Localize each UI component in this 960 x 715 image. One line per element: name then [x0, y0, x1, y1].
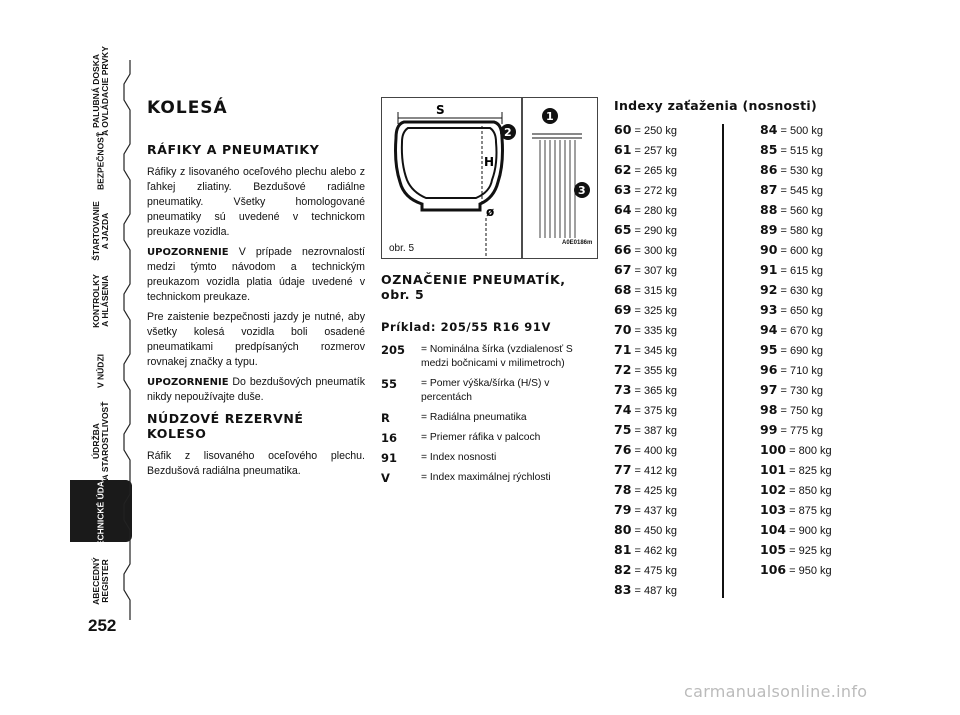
tire-code-row [381, 343, 599, 371]
load-index-number: 76 [614, 442, 632, 457]
warning-paragraph [147, 245, 365, 305]
load-index-value: = 750 kg [780, 405, 823, 417]
load-index-row [760, 340, 832, 360]
load-index-row [614, 380, 677, 400]
load-index-value: = 925 kg [789, 545, 832, 557]
load-index-row [760, 280, 832, 300]
load-index-value: = 690 kg [780, 345, 823, 357]
label-h: H [484, 155, 495, 169]
load-index-number: 92 [760, 282, 778, 297]
section-heading-spare-wheel: NÚDZOVÉ REZERVNÉ KOLESO [147, 411, 304, 441]
load-index-row [760, 260, 832, 280]
figure-caption: obr. 5 [389, 243, 415, 254]
load-index-value: = 825 kg [789, 465, 832, 477]
load-index-value: = 950 kg [789, 565, 832, 577]
load-index-row [614, 220, 677, 240]
load-index-number: 102 [760, 482, 787, 497]
load-index-number: 67 [614, 262, 632, 277]
load-index-number: 99 [760, 422, 778, 437]
load-index-number: 71 [614, 342, 632, 357]
tire-cross-section-drawing [382, 98, 597, 258]
load-index-value: = 412 kg [634, 465, 677, 477]
load-index-row [614, 300, 677, 320]
load-index-value: = 487 kg [634, 585, 677, 597]
load-index-row [760, 140, 832, 160]
load-index-number: 62 [614, 162, 632, 177]
load-index-row [760, 540, 832, 560]
load-index-row [614, 460, 677, 480]
load-index-number: 106 [760, 562, 787, 577]
load-index-row [614, 400, 677, 420]
load-index-value: = 355 kg [634, 365, 677, 377]
load-index-number: 81 [614, 542, 632, 557]
tab-label: BEZPEČNOSŤ [95, 131, 106, 191]
load-index-row [760, 160, 832, 180]
load-index-row [760, 480, 832, 500]
load-index-value: = 450 kg [634, 525, 677, 537]
paragraph: Pre zaistenie bezpečnosti jazdy je nutné, aby všetky kolesá vozidla boli osadené pneumatikami predpísaných rozmerov rovnakej značky a typu. [147, 311, 365, 368]
tire-code-value: = Index maximálnej rýchlosti [421, 472, 551, 483]
load-index-row [614, 560, 677, 580]
load-index-number: 94 [760, 322, 778, 337]
load-index-value: = 850 kg [789, 485, 832, 497]
paragraph: Ráfik z lisovaného oceľového plechu. Bezdušová radiálna pneumatika. [147, 450, 365, 477]
load-index-row [614, 280, 677, 300]
load-index-number: 85 [760, 142, 778, 157]
load-index-value: = 265 kg [634, 165, 677, 177]
load-index-row [614, 160, 677, 180]
tire-code-value: = Radiálna pneumatika [421, 412, 527, 423]
load-index-value: = 300 kg [634, 245, 677, 257]
tire-code-row [381, 471, 599, 485]
load-index-value: = 257 kg [634, 145, 677, 157]
load-index-row [760, 420, 832, 440]
warning-text: Do bezdušových pneumatík nikdy nepoužívajte duše. [147, 376, 365, 403]
load-index-number: 89 [760, 222, 778, 237]
tire-code-key: 205 [381, 343, 406, 357]
load-index-row [760, 500, 832, 520]
load-index-value: = 560 kg [780, 205, 823, 217]
load-index-number: 79 [614, 502, 632, 517]
tire-code-key: 16 [381, 431, 398, 445]
load-index-row [614, 120, 677, 140]
load-index-value: = 710 kg [780, 365, 823, 377]
load-index-value: = 600 kg [780, 245, 823, 257]
sidebar-divider-line [118, 60, 138, 625]
tire-code-value: = Priemer ráfika v palcoch [421, 432, 541, 443]
load-index-row [614, 360, 677, 380]
load-index-number: 72 [614, 362, 632, 377]
load-index-value: = 775 kg [780, 425, 823, 437]
load-index-row [614, 540, 677, 560]
load-index-value: = 250 kg [634, 125, 677, 137]
load-index-number: 82 [614, 562, 632, 577]
label-diameter: ø [486, 205, 495, 219]
load-index-number: 103 [760, 502, 787, 517]
load-index-number: 70 [614, 322, 632, 337]
load-index-row [760, 400, 832, 420]
load-index-value: = 425 kg [634, 485, 677, 497]
tire-code-list [381, 343, 599, 485]
load-index-number: 73 [614, 382, 632, 397]
load-index-row [614, 340, 677, 360]
example-code: Príklad: 205/55 R16 91V [381, 320, 552, 334]
load-index-row [614, 200, 677, 220]
load-index-number: 91 [760, 262, 778, 277]
load-index-row [760, 380, 832, 400]
load-index-list-right [760, 120, 832, 580]
load-index-value: = 365 kg [634, 385, 677, 397]
load-index-value: = 500 kg [780, 125, 823, 137]
load-index-row [760, 180, 832, 200]
tire-code-key: 91 [381, 451, 398, 465]
load-index-row [614, 260, 677, 280]
load-index-value: = 290 kg [634, 225, 677, 237]
load-index-value: = 475 kg [634, 565, 677, 577]
figure-code: A0E0186m [562, 240, 593, 246]
tire-code-value: = Nominálna šírka (vzdialenosť S medzi bočnicami v milimetroch) [421, 344, 573, 369]
load-index-row [760, 460, 832, 480]
load-index-row [760, 320, 832, 340]
load-index-value: = 462 kg [634, 545, 677, 557]
tab-label: ABECEDNÝ REGISTER [91, 557, 110, 605]
load-index-number: 74 [614, 402, 632, 417]
load-index-value: = 345 kg [634, 345, 677, 357]
load-index-number: 83 [614, 582, 632, 597]
tab-label: KONTROLKY A HLÁSENIA [91, 274, 110, 328]
load-index-number: 80 [614, 522, 632, 537]
tab-label: PALUBNÁ DOSKA A OVLÁDACIE PRVKY [91, 46, 110, 136]
load-index-number: 88 [760, 202, 778, 217]
load-index-value: = 545 kg [780, 185, 823, 197]
load-index-row [760, 560, 832, 580]
column-tire-marking [381, 272, 599, 491]
load-index-value: = 800 kg [789, 445, 832, 457]
load-index-number: 90 [760, 242, 778, 257]
tire-code-key: V [381, 471, 390, 485]
warning-text: V prípade nezrovnalostí medzi týmto návodom a technickým preukazom vozidla platia údaje uvedené v technickom preukaze. [147, 246, 365, 303]
load-index-number: 84 [760, 122, 778, 137]
load-index-number: 66 [614, 242, 632, 257]
load-index-number: 64 [614, 202, 632, 217]
load-index-number: 77 [614, 462, 632, 477]
load-index-row [760, 440, 832, 460]
load-index-value: = 670 kg [780, 325, 823, 337]
load-index-row [614, 240, 677, 260]
load-index-value: = 375 kg [634, 405, 677, 417]
tire-code-value: = Pomer výška/šírka (H/S) v percentách [421, 378, 550, 403]
load-index-row [614, 440, 677, 460]
tab-label: ÚDRŽBA A STAROSTLIVOSŤ [91, 401, 110, 481]
load-index-row [614, 420, 677, 440]
load-index-row [760, 360, 832, 380]
load-index-value: = 630 kg [780, 285, 823, 297]
callout-2: 2 [504, 126, 512, 139]
load-index-number: 68 [614, 282, 632, 297]
load-index-value: = 875 kg [789, 505, 832, 517]
warning-label: UPOZORNENIE [147, 247, 229, 258]
load-index-number: 105 [760, 542, 787, 557]
load-index-number: 60 [614, 122, 632, 137]
load-index-value: = 315 kg [634, 285, 677, 297]
load-index-number: 95 [760, 342, 778, 357]
load-index-row [614, 500, 677, 520]
tire-diagram [381, 97, 598, 259]
load-index-row [614, 180, 677, 200]
load-index-number: 104 [760, 522, 787, 537]
section-heading-tire-marking: OZNAČENIE PNEUMATÍK, obr. 5 [381, 272, 566, 302]
load-index-number: 98 [760, 402, 778, 417]
load-index-row [614, 580, 677, 600]
load-index-value: = 530 kg [780, 165, 823, 177]
load-index-row [614, 140, 677, 160]
load-index-number: 78 [614, 482, 632, 497]
load-index-number: 65 [614, 222, 632, 237]
load-index-value: = 272 kg [634, 185, 677, 197]
warning-paragraph [147, 375, 365, 405]
load-index-number: 93 [760, 302, 778, 317]
callout-3: 3 [578, 184, 586, 197]
load-index-value: = 437 kg [634, 505, 677, 517]
load-index-row [760, 240, 832, 260]
load-index-row [614, 520, 677, 540]
load-index-list-left [614, 120, 677, 600]
load-index-number: 97 [760, 382, 778, 397]
tire-code-key: R [381, 411, 390, 425]
load-index-row [760, 520, 832, 540]
load-index-value: = 325 kg [634, 305, 677, 317]
load-index-number: 75 [614, 422, 632, 437]
load-index-row [760, 220, 832, 240]
tire-code-row [381, 411, 599, 425]
load-index-value: = 387 kg [634, 425, 677, 437]
load-index-value: = 900 kg [789, 525, 832, 537]
load-index-value: = 580 kg [780, 225, 823, 237]
tab-label: V NÚDZI [95, 354, 106, 388]
load-index-value: = 730 kg [780, 385, 823, 397]
section-heading-rims: RÁFIKY A PNEUMATIKY [147, 142, 320, 157]
callout-1: 1 [546, 110, 554, 123]
load-index-row [760, 200, 832, 220]
load-index-number: 61 [614, 142, 632, 157]
warning-label: UPOZORNENIE [147, 377, 229, 388]
tire-code-row [381, 377, 599, 405]
load-index-title: Indexy zaťaženia (nosnosti) [614, 98, 818, 113]
load-index-value: = 515 kg [780, 145, 823, 157]
load-index-number: 100 [760, 442, 787, 457]
tire-code-row [381, 431, 599, 445]
load-index-value: = 307 kg [634, 265, 677, 277]
load-index-row [760, 120, 832, 140]
page-title: KOLESÁ [147, 98, 228, 118]
load-index-number: 86 [760, 162, 778, 177]
tab-label: TECHNICKÉ ÚDAJE [95, 470, 106, 552]
load-index-number: 63 [614, 182, 632, 197]
paragraph: Ráfiky z lisovaného oceľového plechu alebo z ľahkej zliatiny. Bezdušové radiálne pneumatiky. Všetky homologované pneumatiky sú uvedené v technickom preukaze vozidla. [147, 166, 365, 238]
load-index-value: = 400 kg [634, 445, 677, 457]
tire-code-key: 55 [381, 377, 398, 391]
load-index-row [614, 480, 677, 500]
load-index-row [614, 320, 677, 340]
label-s: S [436, 103, 445, 117]
load-index-value: = 615 kg [780, 265, 823, 277]
load-index-number: 96 [760, 362, 778, 377]
column-wheels [147, 98, 365, 484]
load-index-value: = 280 kg [634, 205, 677, 217]
column-divider [722, 124, 724, 598]
load-index-number: 69 [614, 302, 632, 317]
tab-label: ŠTARTOVANIE A JAZDA [91, 201, 110, 261]
load-index-number: 87 [760, 182, 778, 197]
tire-code-row [381, 451, 599, 465]
load-index-number: 101 [760, 462, 787, 477]
page-number: 252 [88, 616, 117, 635]
watermark: carmanualsonline.info [684, 682, 868, 701]
tire-code-value: = Index nosnosti [421, 452, 497, 463]
load-index-value: = 650 kg [780, 305, 823, 317]
load-index-value: = 335 kg [634, 325, 677, 337]
load-index-row [760, 300, 832, 320]
